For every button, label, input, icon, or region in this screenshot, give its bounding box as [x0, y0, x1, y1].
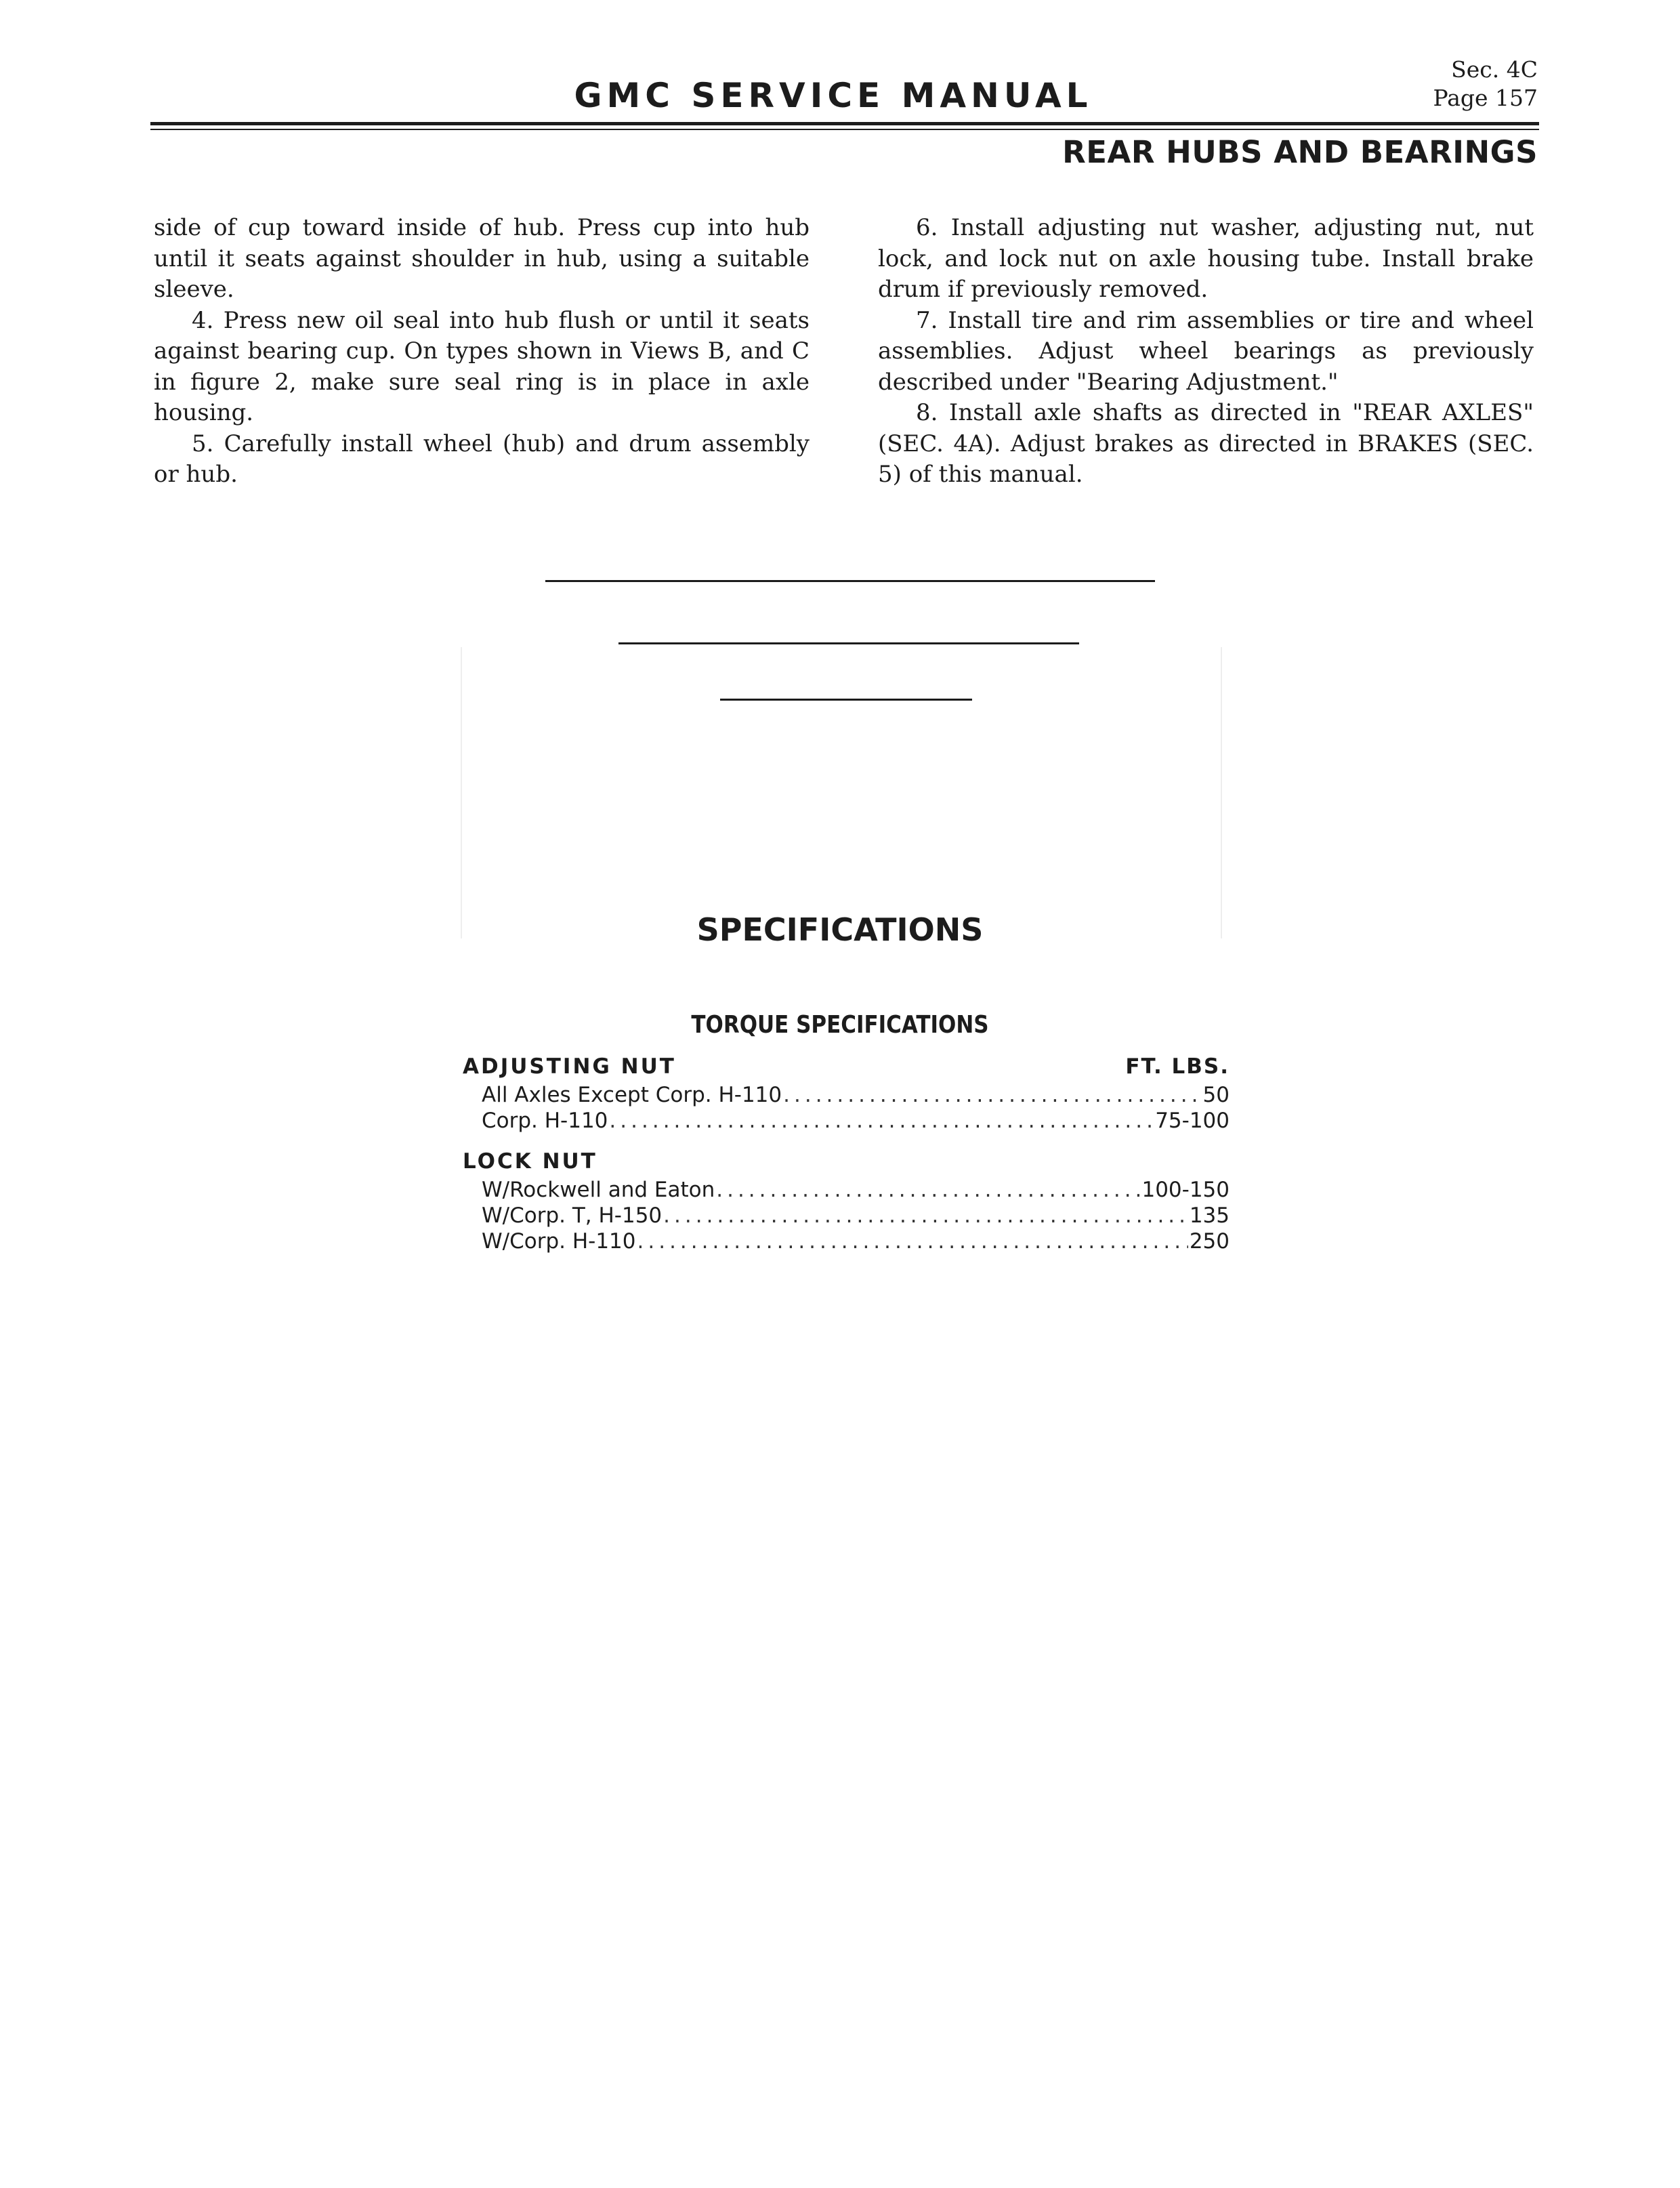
header-rule-thin	[150, 129, 1539, 130]
spec-row	[463, 1109, 1230, 1134]
dot-leader	[783, 1083, 1201, 1107]
torque-specifications-heading: TORQUE SPECIFICATIONS	[691, 1011, 989, 1039]
spec-row	[463, 1083, 1230, 1109]
paragraph: 6. Install adjusting nut washer, adjusting nut, nut lock, and lock nut on axle housing tube. Install brake drum if previously removed.	[878, 214, 1534, 303]
spec-row	[463, 1203, 1230, 1229]
spec-label: W/Corp. H-110	[482, 1229, 636, 1254]
paragraph: 5. Carefully install wheel (hub) and drum assembly or hub.	[154, 430, 810, 488]
dot-leader	[637, 1229, 1188, 1254]
separator-rule	[545, 580, 1155, 582]
paragraph: 4. Press new oil seal into hub flush or until it seats against bearing cup. On types shown in Views B, and C in figure 2, make sure seal ring is in place in axle housing.	[154, 306, 810, 426]
page-reference	[1433, 56, 1538, 112]
spec-group-header	[463, 1149, 1230, 1178]
spec-value: 135	[1189, 1203, 1230, 1228]
separator-rule	[720, 699, 972, 701]
spec-label: W/Corp. T, H-150	[482, 1203, 663, 1228]
spec-value: 100-150	[1141, 1178, 1230, 1202]
paragraph: 8. Install axle shafts as directed in "REAR AXLES" (SEC. 4A). Adjust brakes as directed in BRAKES (SEC. 5) of this manual.	[878, 399, 1534, 488]
spec-group-header	[463, 1054, 1230, 1083]
spec-label: All Axles Except Corp. H-110	[482, 1083, 782, 1107]
spec-value: 75-100	[1155, 1109, 1230, 1133]
paragraph: side of cup toward inside of hub. Press cup into hub until it seats against shoulder in hub, using a suitable sleeve.	[154, 214, 810, 303]
spec-row	[463, 1178, 1230, 1203]
manual-title-text: GMC SERVICE MANUAL	[574, 76, 1093, 115]
page-number: Page 157	[1433, 85, 1538, 111]
dot-leader	[716, 1178, 1140, 1202]
faint-box-outline	[461, 647, 1222, 938]
unit-label: FT. LBS.	[1125, 1054, 1230, 1079]
spec-group-name: ADJUSTING NUT	[463, 1054, 676, 1079]
paragraph: 7. Install tire and rim assemblies or tire and wheel assemblies. Adjust wheel bearings as previously described under "Bearing Adjustment."	[878, 306, 1534, 396]
dot-leader	[663, 1203, 1188, 1228]
dot-leader	[609, 1109, 1154, 1133]
separator-rule	[618, 642, 1079, 644]
section-number: Sec. 4C	[1451, 56, 1538, 83]
section-title: REAR HUBS AND BEARINGS	[1062, 134, 1538, 170]
spec-value: 50	[1202, 1083, 1230, 1107]
manual-title	[0, 76, 1680, 115]
spec-value: 250	[1189, 1229, 1230, 1254]
spec-group-name: LOCK NUT	[463, 1149, 597, 1174]
left-column	[154, 213, 810, 491]
right-column	[878, 213, 1534, 491]
torque-spec-table	[463, 1054, 1230, 1255]
spec-row	[463, 1229, 1230, 1255]
spec-label: W/Rockwell and Eaton	[482, 1178, 715, 1202]
header-rule-thick	[150, 122, 1539, 125]
spec-label: Corp. H-110	[482, 1109, 608, 1133]
specifications-heading: SPECIFICATIONS	[696, 911, 984, 948]
